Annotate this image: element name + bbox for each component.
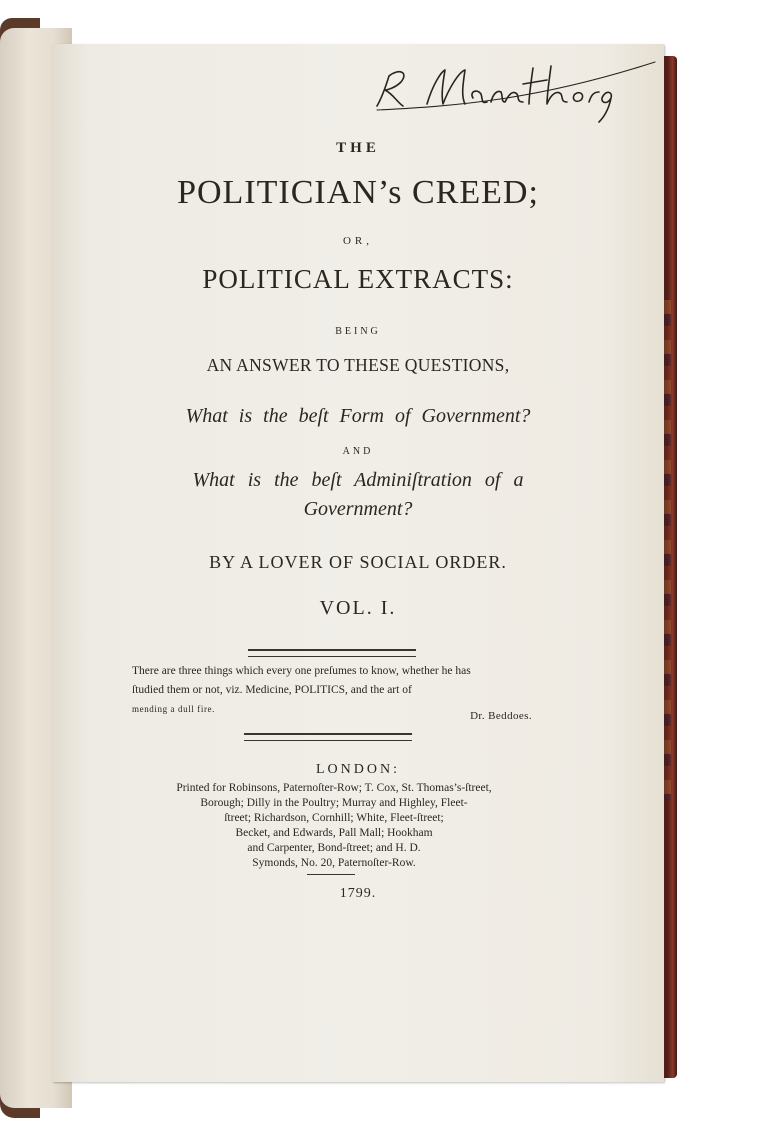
title-and: AND	[342, 446, 374, 457]
answer-heading: AN ANSWER TO THESE QUESTIONS,	[206, 355, 510, 375]
title-page	[52, 44, 664, 1082]
epigraph-line-3: mending a dull fire.	[132, 704, 215, 714]
double-rule-top	[248, 649, 416, 657]
imprint-line-3: ſtreet; Richardson, Cornhill; White, Fleet-ſtreet;	[224, 812, 444, 824]
question-one: What is the beſt Form of Government?	[185, 405, 531, 427]
epigraph-attribution: Dr. Beddoes.	[470, 710, 532, 722]
author-line: BY A LOVER OF SOCIAL ORDER.	[209, 552, 507, 572]
book-title: POLITICIAN’s CREED;	[177, 174, 539, 211]
title-being: BEING	[335, 326, 381, 337]
book-subtitle: POLITICAL EXTRACTS:	[202, 264, 514, 294]
imprint-line-6: Symonds, No. 20, Paternoſter-Row.	[252, 857, 416, 869]
short-rule	[307, 874, 355, 875]
publication-year: 1799.	[339, 886, 377, 901]
imprint-place: LONDON:	[316, 762, 400, 777]
imprint-line-1: Printed for Robinsons, Paternoſter-Row; T. Cox, St. Thomas’s-ſtreet,	[176, 782, 492, 794]
imprint-line-5: and Carpenter, Bond-ſtreet; and H. D.	[247, 842, 421, 854]
imprint-line-2: Borough; Dilly in the Poultry; Murray and Highley, Fleet-	[200, 797, 468, 809]
volume-number: VOL. I.	[319, 597, 397, 619]
question-two-line-1: What is the beſt Adminiſtration of a	[192, 469, 524, 491]
imprint	[128, 781, 540, 871]
double-rule-bottom	[244, 733, 412, 741]
imprint-line-4: Becket, and Edwards, Pall Mall; Hookham	[235, 827, 433, 839]
title-or: OR,	[342, 235, 374, 247]
epigraph-line-2: ſtudied them or not, viz. Medicine, POLITICS, and the art of	[132, 684, 412, 696]
epigraph-line-1: There are three things which every one preſumes to know, whether he has	[132, 665, 471, 677]
question-two-line-2: Government?	[303, 498, 413, 520]
title-article: THE	[336, 140, 380, 156]
handwritten-signature	[337, 54, 657, 124]
